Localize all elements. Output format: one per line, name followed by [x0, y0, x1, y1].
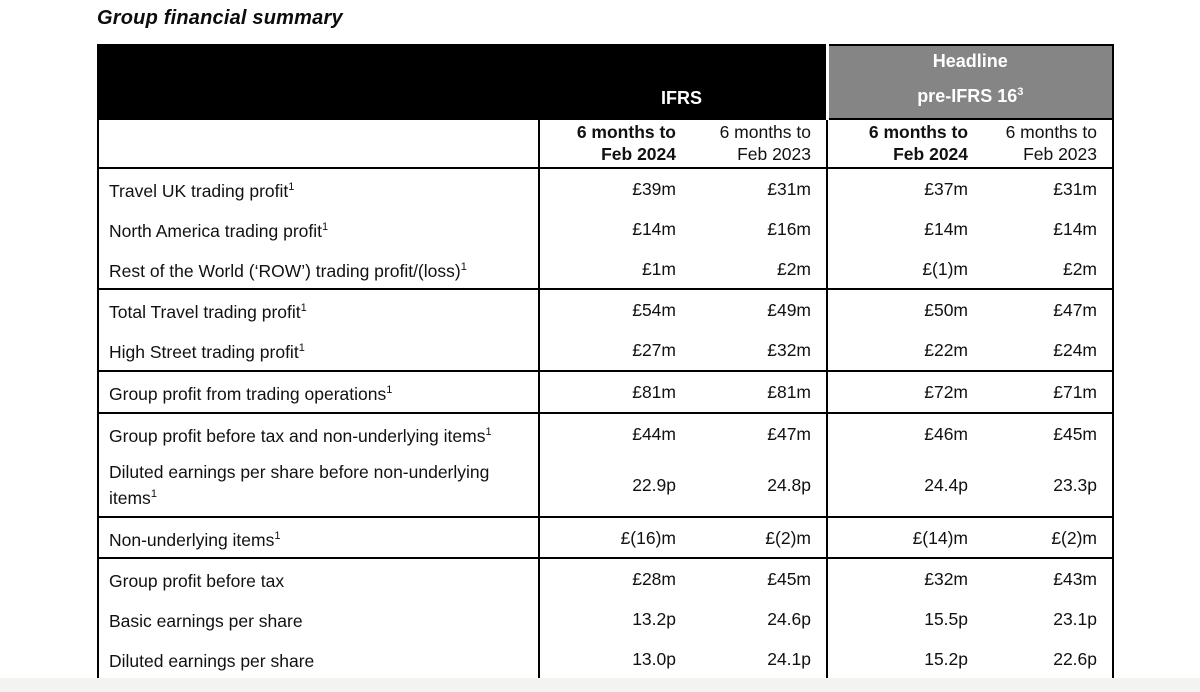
row-label: North America trading profit$^1$ — [98, 209, 539, 249]
row-label: Basic earnings per share — [98, 599, 539, 639]
cell-headline-2023: £2m — [1062, 258, 1098, 279]
cell-headline-2023: £(2)m — [983, 517, 1113, 559]
cell-ifrs-2023: £81m — [691, 371, 827, 413]
row-label: Non-underlying items$^1$ — [98, 517, 539, 559]
cell-headline-2024: £46m — [827, 413, 983, 454]
cell-ifrs-2023: 24.1p — [691, 639, 827, 680]
row-label: Diluted earnings per share before non-underlying items$^1$ — [98, 454, 539, 517]
headline-band-line1: Headline — [932, 51, 1008, 71]
table-row — [98, 289, 1113, 330]
headline-band — [827, 45, 1113, 119]
cell-headline-2023: 23.1p — [1053, 609, 1098, 630]
cell-headline-2024: 15.2p — [924, 649, 969, 670]
cell-ifrs-2024: 13.0p — [632, 649, 676, 670]
table-row — [98, 209, 1113, 249]
cell-ifrs-2024: £81m — [539, 371, 691, 413]
row-footnote: 1 — [322, 220, 329, 233]
row-footnote: 1 — [298, 342, 305, 355]
table-row — [98, 371, 1113, 413]
cell-headline-2024: £(14)m — [827, 517, 983, 559]
cell-ifrs-2024: 22.9p — [632, 474, 676, 495]
row-label: Travel UK trading profit$^1$ — [98, 168, 539, 209]
headline-band-footnote: 3 — [1017, 86, 1024, 98]
page-title: Group financial summary — [97, 7, 343, 29]
header-band-row — [98, 45, 1113, 119]
cell-headline-2023: £24m — [1053, 340, 1098, 361]
headline-band-line2: pre-IFRS $16^3$ — [917, 86, 1024, 106]
cell-headline-2023: £31m — [1053, 178, 1098, 199]
cell-headline-2023: £45m — [983, 413, 1113, 454]
table-row — [98, 558, 1113, 599]
cell-headline-2024: £50m — [827, 289, 983, 330]
table-row — [98, 599, 1113, 639]
row-footnote: 1 — [485, 425, 492, 438]
column-header-ifrs-2023: 6 months to Feb 2023 — [691, 119, 827, 168]
table-row — [98, 454, 1113, 517]
row-footnote: 1 — [274, 529, 281, 542]
column-header-empty — [98, 119, 539, 168]
row-label: Group profit before tax and non-underlying items$^1$ — [98, 413, 539, 454]
page-bottom-strip — [0, 678, 1200, 692]
cell-ifrs-2023: £(2)m — [691, 517, 827, 559]
cell-headline-2023: £47m — [983, 289, 1113, 330]
cell-ifrs-2024: £27m — [632, 340, 676, 361]
row-footnote: 1 — [150, 487, 157, 500]
cell-ifrs-2024: 13.2p — [632, 609, 676, 630]
cell-ifrs-2023: £32m — [691, 330, 827, 371]
cell-headline-2023: £43m — [983, 558, 1113, 599]
ifrs-band-label: IFRS — [661, 88, 703, 108]
column-header-ifrs-2024: 6 months to Feb 2024 — [539, 119, 691, 168]
table-row — [98, 330, 1113, 371]
table-row — [98, 517, 1113, 559]
table-row — [98, 168, 1113, 209]
column-header-headline-2023: 6 months to Feb 2023 — [983, 119, 1113, 168]
cell-ifrs-2023: £45m — [691, 558, 827, 599]
row-label: Diluted earnings per share — [98, 639, 539, 680]
financial-summary-table — [97, 44, 1114, 681]
row-label: Total Travel trading profit$^1$ — [98, 289, 539, 330]
table-row — [98, 639, 1113, 680]
row-footnote: 1 — [288, 181, 295, 193]
cell-ifrs-2023: £49m — [691, 289, 827, 330]
cell-headline-2023: 22.6p — [1053, 649, 1098, 670]
cell-ifrs-2023: 24.6p — [691, 599, 827, 639]
cell-headline-2024: 15.5p — [924, 609, 969, 630]
cell-ifrs-2024: £44m — [539, 413, 691, 454]
cell-headline-2024: £(1)m — [922, 258, 969, 279]
column-header-headline-2024: 6 months to Feb 2024 — [827, 119, 983, 168]
row-footnote: 1 — [300, 302, 307, 315]
cell-ifrs-2023: £47m — [691, 413, 827, 454]
cell-headline-2023: 23.3p — [1053, 474, 1098, 495]
cell-ifrs-2023: £2m — [691, 249, 827, 290]
row-label: High Street trading profit$^1$ — [98, 330, 539, 371]
cell-ifrs-2023: £31m — [691, 168, 827, 209]
cell-headline-2024: £22m — [924, 340, 969, 361]
table-row — [98, 249, 1113, 290]
cell-headline-2024: £32m — [827, 558, 983, 599]
cell-headline-2024: £72m — [827, 371, 983, 413]
cell-headline-2024: £37m — [924, 178, 969, 199]
cell-ifrs-2024: £39m — [632, 178, 676, 199]
cell-headline-2023: £14m — [1053, 218, 1098, 239]
row-label: Group profit before tax — [98, 558, 539, 599]
ifrs-band — [98, 45, 827, 119]
cell-ifrs-2024: £(16)m — [539, 517, 691, 559]
cell-ifrs-2023: £16m — [691, 209, 827, 249]
cell-ifrs-2024: £54m — [539, 289, 691, 330]
row-footnote: 1 — [460, 260, 467, 273]
column-header-row — [98, 119, 1113, 168]
cell-ifrs-2024: £1m — [641, 258, 676, 279]
row-label: Rest of the World (‘ROW’) trading profit/(loss)$^1$ — [98, 249, 539, 290]
cell-headline-2024: 24.4p — [924, 474, 969, 495]
cell-headline-2024: £14m — [924, 218, 969, 239]
cell-ifrs-2024: £28m — [539, 558, 691, 599]
row-footnote: 1 — [386, 384, 393, 397]
table-row — [98, 413, 1113, 454]
cell-ifrs-2024: £14m — [632, 218, 676, 239]
cell-headline-2023: £71m — [983, 371, 1113, 413]
row-label: Group profit from trading operations$^1$ — [98, 371, 539, 413]
cell-ifrs-2023: 24.8p — [691, 454, 827, 517]
